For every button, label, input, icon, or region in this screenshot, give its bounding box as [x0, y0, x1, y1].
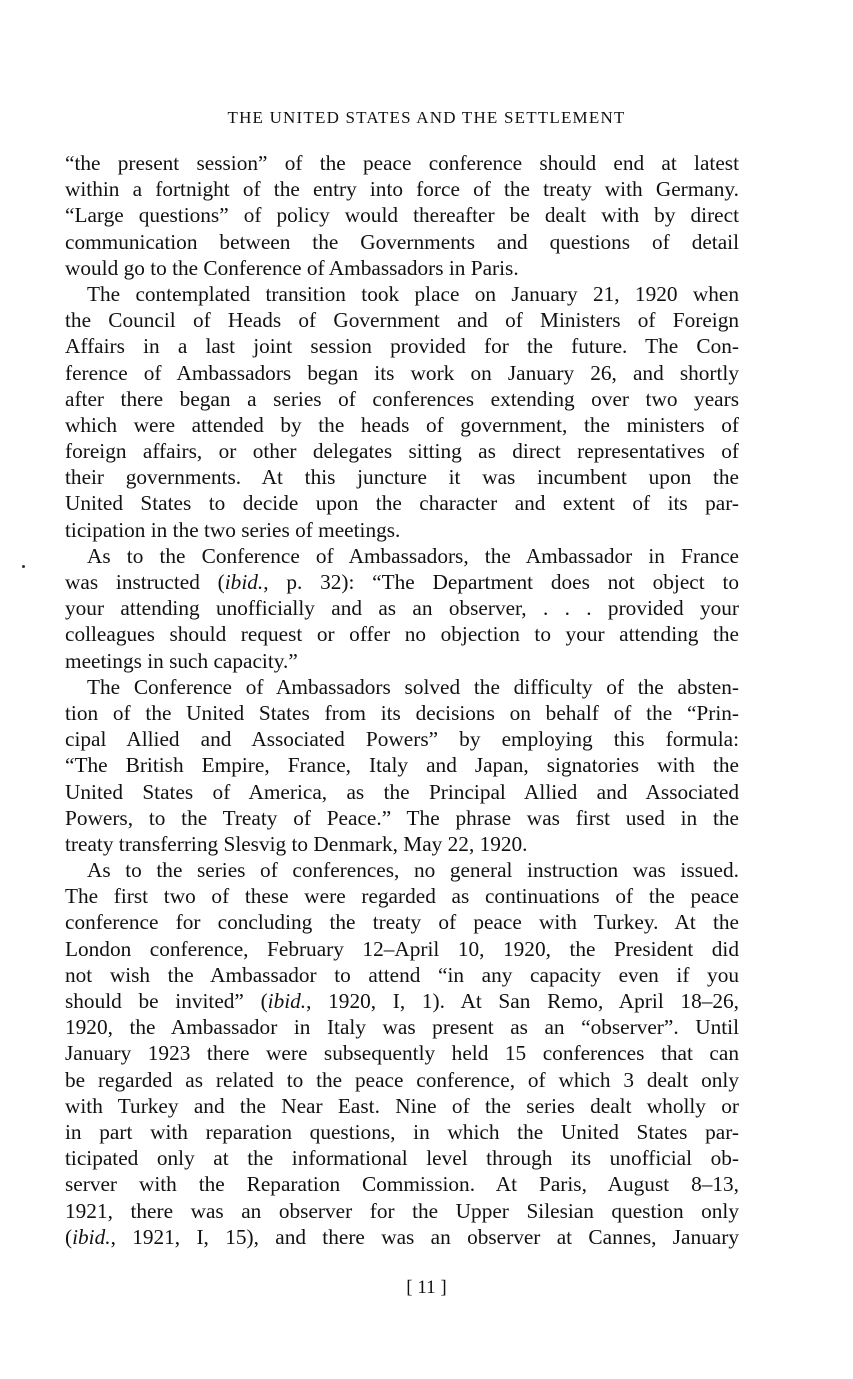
text-line: in part with reparation questions, in which the United States par-: [65, 1119, 739, 1144]
text-line: within a fortnight of the entry into force of the treaty with Germany.: [65, 177, 739, 202]
text-line: ticipation in the two series of meetings.: [65, 517, 401, 542]
text-line: foreign affairs, or other delegates sitting as direct representatives of: [65, 439, 739, 464]
stray-mark: [22, 565, 25, 568]
text-line: London conference, February 12–April 10, 1920, the President did: [65, 936, 739, 961]
text-line: “The British Empire, France, Italy and Japan, signatories with the: [65, 753, 739, 778]
text-line: Powers, to the Treaty of Peace.” The phrase was first used in the: [65, 805, 739, 830]
text-line: United States to decide upon the character and extent of its par-: [65, 491, 739, 516]
text-line: not wish the Ambassador to attend “in any capacity even if you: [65, 962, 739, 987]
text-line: The first two of these were regarded as continuations of the peace: [65, 884, 739, 909]
text-line: after there began a series of conferences extending over two years: [65, 386, 739, 411]
text-line: Affairs in a last joint session provided for the future. The Con-: [65, 334, 739, 359]
text-line: The contemplated transition took place on January 21, 1920 when: [87, 281, 739, 306]
text-line: 1921, there was an observer for the Upper Silesian question only: [65, 1198, 739, 1223]
body-text: [65, 150, 739, 1250]
text-line: colleagues should request or offer no objection to your attending the: [65, 622, 739, 647]
text-line: should be invited” (ibid., 1920, I, 1). At San Remo, April 18–26,: [65, 989, 739, 1013]
text-line: “Large questions” of policy would thereafter be dealt with by direct: [65, 203, 739, 228]
text-line: As to the Conference of Ambassadors, the Ambassador in France: [87, 543, 739, 568]
text-line: ference of Ambassadors began its work on January 26, and shortly: [65, 360, 739, 385]
text-line: January 1923 there were subsequently held 15 conferences that can: [65, 1041, 739, 1066]
text-line: would go to the Conference of Ambassadors in Paris.: [65, 255, 519, 280]
text-line: As to the series of conferences, no general instruction was issued.: [87, 858, 739, 883]
text-line: with Turkey and the Near East. Nine of the series dealt wholly or: [65, 1093, 739, 1118]
text-line: tion of the United States from its decisions on behalf of the “Prin-: [65, 700, 739, 725]
text-line: The Conference of Ambassadors solved the difficulty of the absten-: [87, 674, 739, 699]
text-line: communication between the Governments and questions of detail: [65, 229, 739, 254]
text-line: United States of America, as the Principal Allied and Associated: [65, 779, 739, 804]
text-line: your attending unofficially and as an observer, . . . provided your: [65, 596, 739, 621]
text-line: which were attended by the heads of government, the ministers of: [65, 412, 739, 437]
text-line: cipal Allied and Associated Powers” by employing this formula:: [65, 727, 739, 752]
text-line: ticipated only at the informational level through its unofficial ob-: [65, 1146, 739, 1171]
text-line: “the present session” of the peace conference should end at latest: [65, 151, 739, 175]
text-line: conference for concluding the treaty of peace with Turkey. At the: [65, 910, 739, 935]
text-line: treaty transferring Slesvig to Denmark, May 22, 1920.: [65, 831, 528, 856]
text-line: be regarded as related to the peace conference, of which 3 dealt only: [65, 1067, 739, 1092]
text-line: the Council of Heads of Government and of Ministers of Foreign: [65, 308, 739, 333]
text-line: meetings in such capacity.”: [65, 648, 298, 673]
text-line: (ibid., 1921, I, 15), and there was an observer at Cannes, January: [65, 1224, 739, 1249]
text-line: 1920, the Ambassador in Italy was present as an “observer”. Until: [65, 1015, 739, 1040]
page-number: [ 11 ]: [406, 1277, 447, 1298]
text-line: their governments. At this juncture it was incumbent upon the: [65, 465, 739, 490]
text-line: was instructed (ibid., p. 32): “The Department does not object to: [65, 570, 740, 594]
text-line: server with the Reparation Commission. At Paris, August 8–13,: [65, 1172, 739, 1197]
page-header: THE UNITED STATES AND THE SETTLEMENT: [227, 108, 626, 127]
